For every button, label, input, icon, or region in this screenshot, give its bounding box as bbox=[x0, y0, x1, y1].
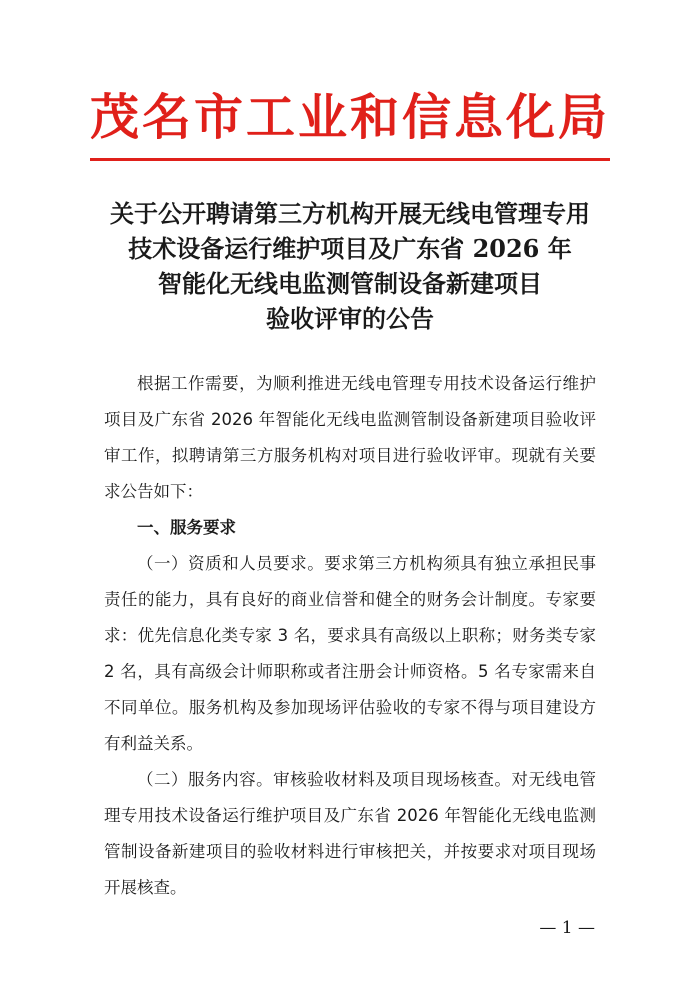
title-line: 技术设备运行维护项目及广东省 2026 年 bbox=[128, 234, 572, 263]
requirement-paragraph: （一）资质和人员要求。要求第三方机构须具有独立承担民事责任的能力，具有良好的商业信誉和健全的财务会计制度。专家要求：优先信息化类专家 3 名，要求具有高级以上职称；财务类专家 2 名，具有高级会计师职称或者注册会计师资格。5 名专家需来自不同单位。服务机构及参加现场评估验收的专家不得与项目建设方有利益关系。 bbox=[104, 554, 596, 753]
document-title bbox=[60, 196, 640, 336]
document-body bbox=[104, 366, 596, 906]
title-line: 验收评审的公告 bbox=[266, 304, 434, 333]
intro-paragraph: 根据工作需要，为顺利推进无线电管理专用技术设备运行维护项目及广东省 2026 年智能化无线电监测管制设备新建项目验收评审工作，拟聘请第三方服务机构对项目进行验收评审。现就有关要求公告如下： bbox=[104, 374, 596, 501]
page-number: — 1 — bbox=[539, 918, 595, 938]
title-line: 关于公开聘请第三方机构开展无线电管理专用 bbox=[110, 199, 590, 228]
organization-header: 茂名市工业和信息化局 bbox=[89, 88, 610, 146]
section-heading: 一、服务要求 bbox=[137, 518, 236, 537]
title-line: 智能化无线电监测管制设备新建项目 bbox=[158, 269, 542, 298]
service-content-paragraph: （二）服务内容。审核验收材料及项目现场核查。对无线电管理专用技术设备运行维护项目及广东省 2026 年智能化无线电监测管制设备新建项目的验收材料进行审核把关，并按要求对项目现场开展核查。 bbox=[104, 770, 596, 897]
header-divider bbox=[90, 158, 610, 161]
